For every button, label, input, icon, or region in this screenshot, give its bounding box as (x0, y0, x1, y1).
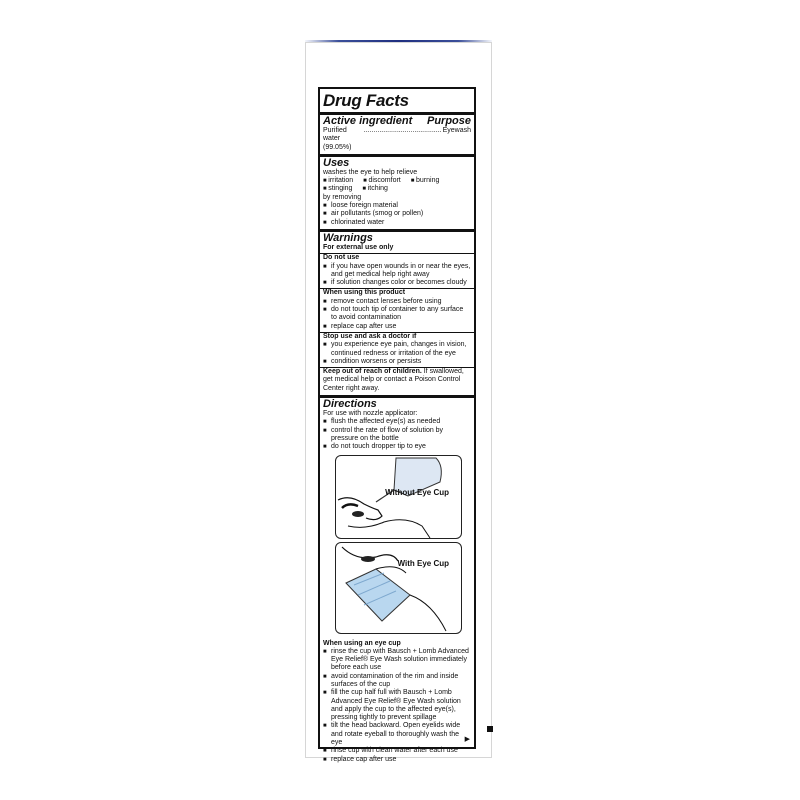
removes-item: ■ chlorinated water (323, 219, 471, 227)
panel-edge-mark (487, 726, 493, 732)
symptom: ■ burning (411, 177, 440, 184)
do-not-use-heading: Do not use (323, 254, 360, 262)
symptom: ■ irritation (323, 177, 353, 184)
do-not-use-item: ■ if solution changes color or becomes cloudy (323, 279, 471, 287)
directions-intro: For use with nozzle applicator: (323, 410, 418, 418)
illustration-without-eye-cup (335, 455, 462, 539)
keep-out-bold: Keep out of reach of children. (323, 368, 422, 376)
when-using-item: ■ remove contact lenses before using (323, 298, 471, 306)
warnings-heading: Warnings (323, 231, 373, 244)
continue-arrow-icon: ▶ (464, 736, 470, 743)
ingredient-row: Purified water (99.05%) ........................................ Eyewash (323, 127, 471, 151)
directions-heading: Directions (323, 398, 377, 411)
eye-cup-step: ■ tilt the head backward. Open eyelids wide and rotate eyeball to thoroughly wash the eye (323, 722, 471, 747)
by-removing: by removing (323, 193, 362, 201)
direction-step: ■ do not touch dropper tip to eye (323, 443, 471, 451)
symptoms-row (323, 185, 471, 193)
eye-rinse-bottle-illustration (336, 456, 461, 538)
eye-cup-step: ■ replace cap after use (323, 756, 471, 764)
removes-item: ■ loose foreign material (323, 202, 471, 210)
ingredient: Purified water (99.05%) (323, 127, 352, 151)
eye-cup-step: ■ rinse the cup with Bausch + Lomb Advanced Eye Relief® Eye Wash solution immediately before each use (323, 648, 471, 673)
eye-cup-step: ■ fill the cup half full with Bausch + Lomb Advanced Eye Relief® Eye Wash solution and apply the cup to the affected eye(s), pressing tightly to prevent spillage (323, 689, 471, 722)
uses-heading: Uses (323, 156, 350, 169)
purpose-heading: Purpose (426, 115, 471, 127)
eye-cup-step: ■ avoid contamination of the rim and inside surfaces of the cup (323, 673, 471, 690)
ingredient-purpose: Eyewash (442, 127, 471, 134)
illustration-with-eye-cup (335, 542, 462, 634)
direction-step: ■ control the rate of flow of solution by pressure on the bottle (323, 427, 471, 444)
external-use: For external use only (323, 243, 394, 251)
eye-cup-step: ■ rinse cup with clean water after each use (323, 747, 471, 755)
drug-facts-panel (318, 87, 476, 763)
symptom: ■ discomfort (363, 177, 401, 184)
active-ingredient-header (323, 115, 471, 127)
illustration2-caption: With Eye Cup (397, 558, 449, 568)
symptom: ■ stinging (323, 185, 352, 192)
when-using-item: ■ replace cap after use (323, 323, 471, 331)
symptom: ■ itching (362, 185, 388, 192)
eye-cup-heading: When using an eye cup (323, 639, 401, 647)
direction-step: ■ flush the affected eye(s) as needed (323, 418, 471, 426)
stop-use-item: ■ condition worsens or persists (323, 358, 471, 366)
do-not-use-item: ■ if you have open wounds in or near the eyes, and get medical help right away (323, 263, 471, 280)
symptoms-row (323, 177, 471, 185)
when-using-heading: When using this product (323, 289, 406, 297)
when-using-item: ■ do not touch tip of container to any surface to avoid contamination (323, 306, 471, 323)
eye-cup-illustration (336, 543, 461, 633)
removes-item: ■ air pollutants (smog or pollen) (323, 210, 471, 218)
stop-use-item: ■ you experience eye pain, changes in vision, continued redness or irritation of the eye (323, 341, 471, 358)
drug-facts-title: Drug Facts (323, 91, 409, 110)
uses-intro: washes the eye to help relieve (323, 168, 418, 176)
stop-use-heading: Stop use and ask a doctor if (323, 332, 417, 340)
active-ingredient-heading: Active ingredient (323, 115, 413, 127)
keep-out-text: If swallowed, get medical help or contact a Poison Control Center right away. (323, 368, 464, 392)
illustration1-caption: Without Eye Cup (385, 487, 449, 497)
keep-out-of-reach (323, 368, 471, 393)
